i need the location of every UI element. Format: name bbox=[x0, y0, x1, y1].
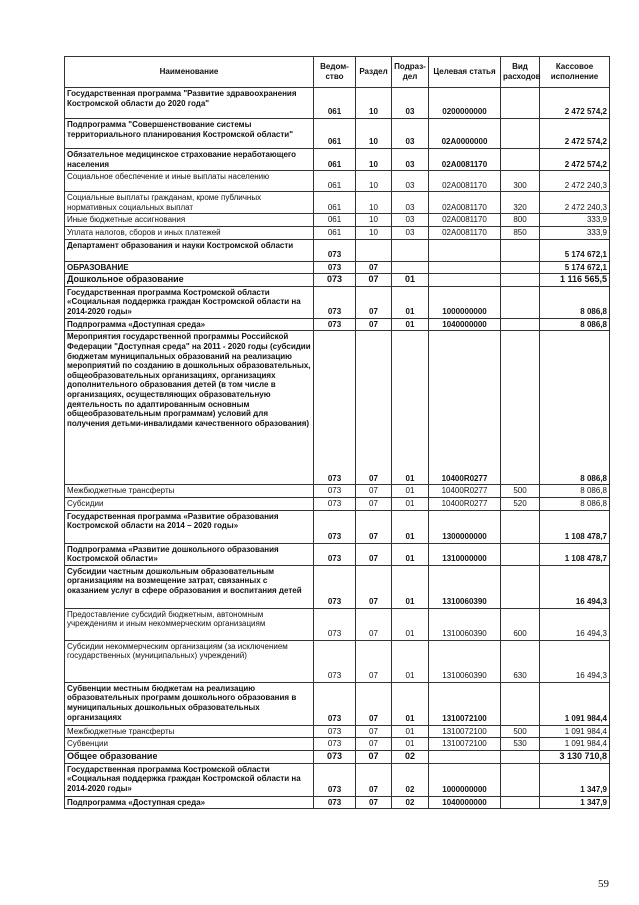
row-razdel: 10 bbox=[356, 149, 392, 171]
row-razdel: 07 bbox=[356, 738, 392, 751]
row-celevaya-statya: 1040000000 bbox=[429, 796, 501, 809]
table-row bbox=[65, 274, 610, 287]
row-vedomstvo: 073 bbox=[314, 318, 356, 331]
row-celevaya-statya: 02А0081170 bbox=[429, 171, 501, 192]
row-name: Субсидии частным дошкольным образовательным организациям на возмещение затрат, связанных с оказанием услуг в сфере образования и воспитания детей bbox=[65, 565, 314, 608]
row-vedomstvo: 073 bbox=[314, 682, 356, 725]
row-vedomstvo: 073 bbox=[314, 497, 356, 510]
table-row bbox=[65, 725, 610, 738]
table-row bbox=[65, 682, 610, 725]
row-vedomstvo: 073 bbox=[314, 274, 356, 287]
row-name: Уплата налогов, сборов и иных платежей bbox=[65, 226, 314, 239]
row-razdel bbox=[356, 239, 392, 261]
row-razdel: 07 bbox=[356, 261, 392, 274]
table-row bbox=[65, 796, 610, 809]
row-celevaya-statya: 1310060390 bbox=[429, 565, 501, 608]
row-vid-raskhodov bbox=[501, 318, 540, 331]
row-name: Предоставление субсидий бюджетным, автономным учреждениям и иным некоммерческим организациям bbox=[65, 608, 314, 640]
row-vedomstvo: 061 bbox=[314, 214, 356, 227]
row-vedomstvo: 073 bbox=[314, 763, 356, 796]
row-name: Государственная программа Костромской области «Социальная поддержка граждан Костромской области на 2014-2020 годы» bbox=[65, 763, 314, 796]
row-vid-raskhodov: 630 bbox=[501, 640, 540, 682]
row-name: ОБРАЗОВАНИЕ bbox=[65, 261, 314, 274]
row-kassovoe-ispolnenie: 1 108 478,7 bbox=[540, 543, 610, 565]
budget-execution-table bbox=[64, 56, 610, 809]
row-celevaya-statya: 1310072100 bbox=[429, 725, 501, 738]
table-row bbox=[65, 331, 610, 485]
page-number: 59 bbox=[598, 878, 609, 890]
row-name: Межбюджетные трансферты bbox=[65, 485, 314, 498]
row-vedomstvo: 073 bbox=[314, 286, 356, 318]
row-vedomstvo: 073 bbox=[314, 725, 356, 738]
row-razdel: 07 bbox=[356, 497, 392, 510]
row-vid-raskhodov bbox=[501, 239, 540, 261]
row-celevaya-statya: 02А0000000 bbox=[429, 119, 501, 149]
row-kassovoe-ispolnenie: 1 091 984,4 bbox=[540, 738, 610, 751]
row-podrazdel: 03 bbox=[392, 226, 429, 239]
row-kassovoe-ispolnenie: 2 472 574,2 bbox=[540, 149, 610, 171]
row-podrazdel: 01 bbox=[392, 640, 429, 682]
row-vid-raskhodov: 300 bbox=[501, 171, 540, 192]
row-vedomstvo: 073 bbox=[314, 331, 356, 485]
table-body bbox=[65, 88, 610, 809]
row-kassovoe-ispolnenie: 1 347,9 bbox=[540, 796, 610, 809]
row-kassovoe-ispolnenie: 2 472 574,2 bbox=[540, 119, 610, 149]
row-celevaya-statya: 1310072100 bbox=[429, 682, 501, 725]
table-row bbox=[65, 750, 610, 763]
row-kassovoe-ispolnenie: 8 086,8 bbox=[540, 331, 610, 485]
row-kassovoe-ispolnenie: 2 472 240,3 bbox=[540, 192, 610, 214]
row-vid-raskhodov bbox=[501, 88, 540, 119]
row-razdel: 07 bbox=[356, 565, 392, 608]
table-row bbox=[65, 510, 610, 543]
row-kassovoe-ispolnenie: 8 086,8 bbox=[540, 286, 610, 318]
row-podrazdel: 01 bbox=[392, 565, 429, 608]
row-name: Субвенции bbox=[65, 738, 314, 751]
row-vedomstvo: 061 bbox=[314, 171, 356, 192]
table-row bbox=[65, 261, 610, 274]
row-vid-raskhodov: 800 bbox=[501, 214, 540, 227]
row-vid-raskhodov bbox=[501, 286, 540, 318]
table-row bbox=[65, 543, 610, 565]
header-kassovoe-ispolnenie: Кассовое исполнение bbox=[540, 57, 610, 88]
row-name: Государственная программа "Развитие здравоохранения Костромской области до 2020 года" bbox=[65, 88, 314, 119]
row-celevaya-statya: 10400R0277 bbox=[429, 497, 501, 510]
row-name: Подпрограмма "Совершенствование системы территориального планирования Костромской области" bbox=[65, 119, 314, 149]
row-vedomstvo: 073 bbox=[314, 608, 356, 640]
row-vid-raskhodov: 320 bbox=[501, 192, 540, 214]
header-name: Наименование bbox=[65, 57, 314, 88]
row-razdel: 07 bbox=[356, 796, 392, 809]
row-name: Субсидии bbox=[65, 497, 314, 510]
row-razdel: 10 bbox=[356, 119, 392, 149]
row-kassovoe-ispolnenie: 16 494,3 bbox=[540, 608, 610, 640]
row-podrazdel: 03 bbox=[392, 119, 429, 149]
row-kassovoe-ispolnenie: 2 472 574,2 bbox=[540, 88, 610, 119]
row-vid-raskhodov bbox=[501, 119, 540, 149]
row-kassovoe-ispolnenie: 1 108 478,7 bbox=[540, 510, 610, 543]
row-name: Подпрограмма «Доступная среда» bbox=[65, 796, 314, 809]
row-vedomstvo: 073 bbox=[314, 261, 356, 274]
row-podrazdel: 01 bbox=[392, 274, 429, 287]
row-podrazdel: 03 bbox=[392, 171, 429, 192]
row-name: Мероприятия государственной программы Российской Федерации "Доступная среда" на 2011 - 2020 годы (субсидии бюджетам муниципальных образований на реализацию мероприятий по созданию в дошкольных образовательных, общеобразовательных организациях, организациях дополнительного образования детей (в том числе в организациях, осуществляющих образовательную деятельность по адаптированным основным общеобразовательным программам) условий для получения детьми-инвалидами качественного образования) bbox=[65, 331, 314, 485]
row-razdel: 10 bbox=[356, 171, 392, 192]
table-row bbox=[65, 88, 610, 119]
row-celevaya-statya: 02А0081170 bbox=[429, 226, 501, 239]
row-celevaya-statya: 0200000000 bbox=[429, 88, 501, 119]
row-celevaya-statya: 02А0081170 bbox=[429, 149, 501, 171]
row-celevaya-statya: 1310000000 bbox=[429, 543, 501, 565]
row-razdel: 10 bbox=[356, 214, 392, 227]
table-row bbox=[65, 565, 610, 608]
row-vid-raskhodov bbox=[501, 682, 540, 725]
row-razdel: 07 bbox=[356, 750, 392, 763]
row-name: Обязательное медицинское страхование неработающего населения bbox=[65, 149, 314, 171]
row-vedomstvo: 073 bbox=[314, 565, 356, 608]
row-name: Субвенции местным бюджетам на реализацию образовательных программ дошкольного образования в муниципальных дошкольных образовательных организациях bbox=[65, 682, 314, 725]
row-celevaya-statya bbox=[429, 274, 501, 287]
row-vedomstvo: 073 bbox=[314, 510, 356, 543]
row-razdel: 07 bbox=[356, 274, 392, 287]
table-row bbox=[65, 149, 610, 171]
row-celevaya-statya: 1000000000 bbox=[429, 286, 501, 318]
row-vid-raskhodov bbox=[501, 149, 540, 171]
row-kassovoe-ispolnenie: 1 091 984,4 bbox=[540, 682, 610, 725]
row-podrazdel bbox=[392, 239, 429, 261]
row-kassovoe-ispolnenie: 8 086,8 bbox=[540, 485, 610, 498]
row-vid-raskhodov: 500 bbox=[501, 725, 540, 738]
row-razdel: 07 bbox=[356, 318, 392, 331]
row-kassovoe-ispolnenie: 333,9 bbox=[540, 214, 610, 227]
row-vedomstvo: 061 bbox=[314, 119, 356, 149]
row-vid-raskhodov: 530 bbox=[501, 738, 540, 751]
row-name: Государственная программа «Развитие образования Костромской области на 2014 – 2020 годы» bbox=[65, 510, 314, 543]
row-razdel: 07 bbox=[356, 763, 392, 796]
row-kassovoe-ispolnenie: 3 130 710,8 bbox=[540, 750, 610, 763]
row-vedomstvo: 061 bbox=[314, 149, 356, 171]
row-vid-raskhodov bbox=[501, 261, 540, 274]
row-name: Иные бюджетные ассигнования bbox=[65, 214, 314, 227]
table-row bbox=[65, 497, 610, 510]
row-celevaya-statya: 02А0081170 bbox=[429, 214, 501, 227]
row-razdel: 10 bbox=[356, 192, 392, 214]
row-celevaya-statya: 1300000000 bbox=[429, 510, 501, 543]
row-podrazdel: 01 bbox=[392, 725, 429, 738]
row-vedomstvo: 073 bbox=[314, 738, 356, 751]
row-razdel: 07 bbox=[356, 640, 392, 682]
header-vedomstvo: Ведом-ство bbox=[314, 57, 356, 88]
row-podrazdel: 02 bbox=[392, 796, 429, 809]
table-row bbox=[65, 214, 610, 227]
row-podrazdel: 02 bbox=[392, 750, 429, 763]
table-row bbox=[65, 226, 610, 239]
row-name: Дошкольное образование bbox=[65, 274, 314, 287]
row-kassovoe-ispolnenie: 1 091 984,4 bbox=[540, 725, 610, 738]
row-kassovoe-ispolnenie: 8 086,8 bbox=[540, 497, 610, 510]
row-razdel: 07 bbox=[356, 682, 392, 725]
row-name: Департамент образования и науки Костромской области bbox=[65, 239, 314, 261]
row-celevaya-statya: 10400R0277 bbox=[429, 485, 501, 498]
row-vid-raskhodov bbox=[501, 565, 540, 608]
table-row bbox=[65, 640, 610, 682]
row-vid-raskhodov bbox=[501, 331, 540, 485]
row-vid-raskhodov: 600 bbox=[501, 608, 540, 640]
row-vid-raskhodov bbox=[501, 763, 540, 796]
table-row bbox=[65, 171, 610, 192]
row-celevaya-statya: 1310072100 bbox=[429, 738, 501, 751]
row-razdel: 07 bbox=[356, 286, 392, 318]
row-razdel: 07 bbox=[356, 725, 392, 738]
row-name: Субсидии некоммерческим организациям (за исключением государственных (муниципальных) учреждений) bbox=[65, 640, 314, 682]
row-podrazdel bbox=[392, 261, 429, 274]
row-razdel: 07 bbox=[356, 510, 392, 543]
table-row bbox=[65, 318, 610, 331]
row-vid-raskhodov bbox=[501, 543, 540, 565]
row-vid-raskhodov bbox=[501, 274, 540, 287]
row-vedomstvo: 061 bbox=[314, 192, 356, 214]
row-name: Подпрограмма «Развитие дошкольного образования Костромской области» bbox=[65, 543, 314, 565]
row-celevaya-statya: 10400R0277 bbox=[429, 331, 501, 485]
row-celevaya-statya bbox=[429, 750, 501, 763]
row-celevaya-statya: 1310060390 bbox=[429, 608, 501, 640]
row-celevaya-statya bbox=[429, 261, 501, 274]
row-kassovoe-ispolnenie: 333,9 bbox=[540, 226, 610, 239]
row-kassovoe-ispolnenie: 16 494,3 bbox=[540, 640, 610, 682]
row-podrazdel: 01 bbox=[392, 497, 429, 510]
row-vid-raskhodov: 500 bbox=[501, 485, 540, 498]
row-kassovoe-ispolnenie: 5 174 672,1 bbox=[540, 261, 610, 274]
row-podrazdel: 03 bbox=[392, 214, 429, 227]
row-podrazdel: 03 bbox=[392, 192, 429, 214]
row-razdel: 07 bbox=[356, 543, 392, 565]
row-celevaya-statya bbox=[429, 239, 501, 261]
table-row bbox=[65, 239, 610, 261]
row-name: Подпрограмма «Доступная среда» bbox=[65, 318, 314, 331]
row-kassovoe-ispolnenie: 16 494,3 bbox=[540, 565, 610, 608]
table-header bbox=[65, 57, 610, 88]
row-name: Социальные выплаты гражданам, кроме публичных нормативных социальных выплат bbox=[65, 192, 314, 214]
row-kassovoe-ispolnenie: 8 086,8 bbox=[540, 318, 610, 331]
row-razdel: 10 bbox=[356, 88, 392, 119]
table-row bbox=[65, 608, 610, 640]
row-podrazdel: 01 bbox=[392, 682, 429, 725]
table-row bbox=[65, 286, 610, 318]
row-kassovoe-ispolnenie: 1 347,9 bbox=[540, 763, 610, 796]
row-celevaya-statya: 1310060390 bbox=[429, 640, 501, 682]
row-vid-raskhodov bbox=[501, 510, 540, 543]
row-name: Социальное обеспечение и иные выплаты населению bbox=[65, 171, 314, 192]
row-podrazdel: 01 bbox=[392, 286, 429, 318]
header-vid-raskhodov: Вид расходов bbox=[501, 57, 540, 88]
table-row bbox=[65, 763, 610, 796]
row-name: Межбюджетные трансферты bbox=[65, 725, 314, 738]
row-podrazdel: 01 bbox=[392, 331, 429, 485]
row-podrazdel: 01 bbox=[392, 318, 429, 331]
row-vedomstvo: 073 bbox=[314, 239, 356, 261]
row-podrazdel: 03 bbox=[392, 88, 429, 119]
row-vedomstvo: 073 bbox=[314, 640, 356, 682]
row-podrazdel: 01 bbox=[392, 485, 429, 498]
table-row bbox=[65, 485, 610, 498]
row-vid-raskhodov bbox=[501, 750, 540, 763]
row-vedomstvo: 073 bbox=[314, 543, 356, 565]
row-vid-raskhodov bbox=[501, 796, 540, 809]
row-name: Общее образование bbox=[65, 750, 314, 763]
row-celevaya-statya: 1040000000 bbox=[429, 318, 501, 331]
row-razdel: 07 bbox=[356, 485, 392, 498]
table-row bbox=[65, 738, 610, 751]
row-vid-raskhodov: 520 bbox=[501, 497, 540, 510]
row-kassovoe-ispolnenie: 1 116 565,5 bbox=[540, 274, 610, 287]
row-razdel: 07 bbox=[356, 608, 392, 640]
row-podrazdel: 02 bbox=[392, 763, 429, 796]
row-kassovoe-ispolnenie: 5 174 672,1 bbox=[540, 239, 610, 261]
row-podrazdel: 01 bbox=[392, 510, 429, 543]
row-podrazdel: 03 bbox=[392, 149, 429, 171]
row-razdel: 07 bbox=[356, 331, 392, 485]
row-podrazdel: 01 bbox=[392, 738, 429, 751]
table-row bbox=[65, 192, 610, 214]
row-celevaya-statya: 02А0081170 bbox=[429, 192, 501, 214]
row-celevaya-statya: 1000000000 bbox=[429, 763, 501, 796]
header-razdel: Раздел bbox=[356, 57, 392, 88]
header-celevaya-statya: Целевая статья bbox=[429, 57, 501, 88]
row-name: Государственная программа Костромской области «Социальная поддержка граждан Костромской области на 2014-2020 годы» bbox=[65, 286, 314, 318]
row-vedomstvo: 061 bbox=[314, 88, 356, 119]
header-podrazdel: Подраз-дел bbox=[392, 57, 429, 88]
row-razdel: 10 bbox=[356, 226, 392, 239]
table-row bbox=[65, 119, 610, 149]
row-kassovoe-ispolnenie: 2 472 240,3 bbox=[540, 171, 610, 192]
row-vid-raskhodov: 850 bbox=[501, 226, 540, 239]
row-vedomstvo: 073 bbox=[314, 485, 356, 498]
row-vedomstvo: 061 bbox=[314, 226, 356, 239]
row-podrazdel: 01 bbox=[392, 608, 429, 640]
row-vedomstvo: 073 bbox=[314, 796, 356, 809]
row-podrazdel: 01 bbox=[392, 543, 429, 565]
row-vedomstvo: 073 bbox=[314, 750, 356, 763]
